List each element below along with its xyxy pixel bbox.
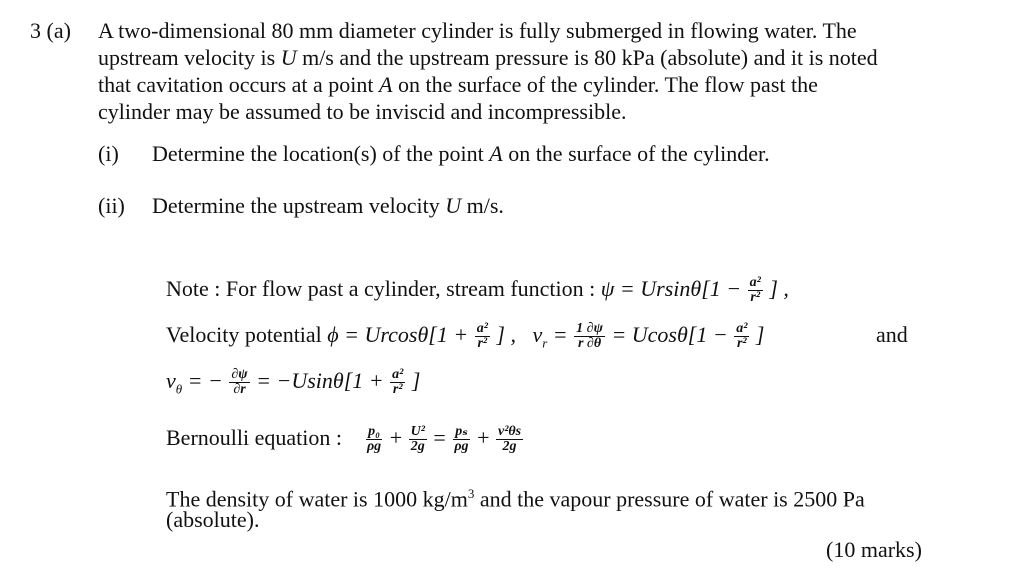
note-velocity-potential: Velocity potential ϕ = Urcosθ[1 + $\frac{\text{a²}}{\text{r²}}$ ] , $v_r$ = $\frac{1 \partial\psi}{r \partial\theta}$ = Ucosθ[1 − $\frac{\text{a²}}{\text{r²}}$ ] xyxy=(166,321,765,352)
part-i-label: (i) xyxy=(98,141,119,166)
question-text-line-3: that cavitation occurs at a point A on the surface of the cylinder. The flow past the xyxy=(98,72,818,97)
question-text-line-2: upstream velocity is U m/s and the upstream pressure is 80 kPa (absolute) and it is noted xyxy=(98,45,878,70)
marks: (10 marks) xyxy=(826,537,922,562)
part-ii-text: Determine the upstream velocity U m/s. xyxy=(152,193,504,218)
question-text-line-1: A two-dimensional 80 mm diameter cylinder is fully submerged in flowing water. The xyxy=(98,18,857,43)
part-ii-label: (ii) xyxy=(98,193,125,218)
note-v-theta: $v_\theta$ = − $\frac{\partial\psi}{\partial r}$ = −Usinθ[1 + $\frac{\text{a²}}{\text{r²}}$ ] xyxy=(166,367,421,398)
density-line-2: (absolute). xyxy=(166,507,260,532)
density-line-1: The density of water is 1000 $kg/m^3$ and the vapour pressure of water is 2500 Pa xyxy=(166,486,865,512)
bernoulli-equation: Bernoulli equation : $\frac{\text{p₀}}{\rho g}$ + $\frac{\text{U²}}{2g}$ = $\frac{\text{pₛ}}{\rho g}$ + $\frac{\text{v²θs}}{2g}$ xyxy=(166,424,522,455)
part-i-text: Determine the location(s) of the point A on the surface of the cylinder. xyxy=(152,141,770,166)
question-text-line-4: cylinder may be assumed to be inviscid and incompressible. xyxy=(98,99,627,124)
question-number: 3 (a) xyxy=(30,18,71,43)
note-stream-function: Note : For flow past a cylinder, stream function : ψ = Ursinθ[1 − $\frac{\text{a²}}{\text{r²}}$ ] , xyxy=(166,275,789,306)
note-and: and xyxy=(876,322,908,347)
